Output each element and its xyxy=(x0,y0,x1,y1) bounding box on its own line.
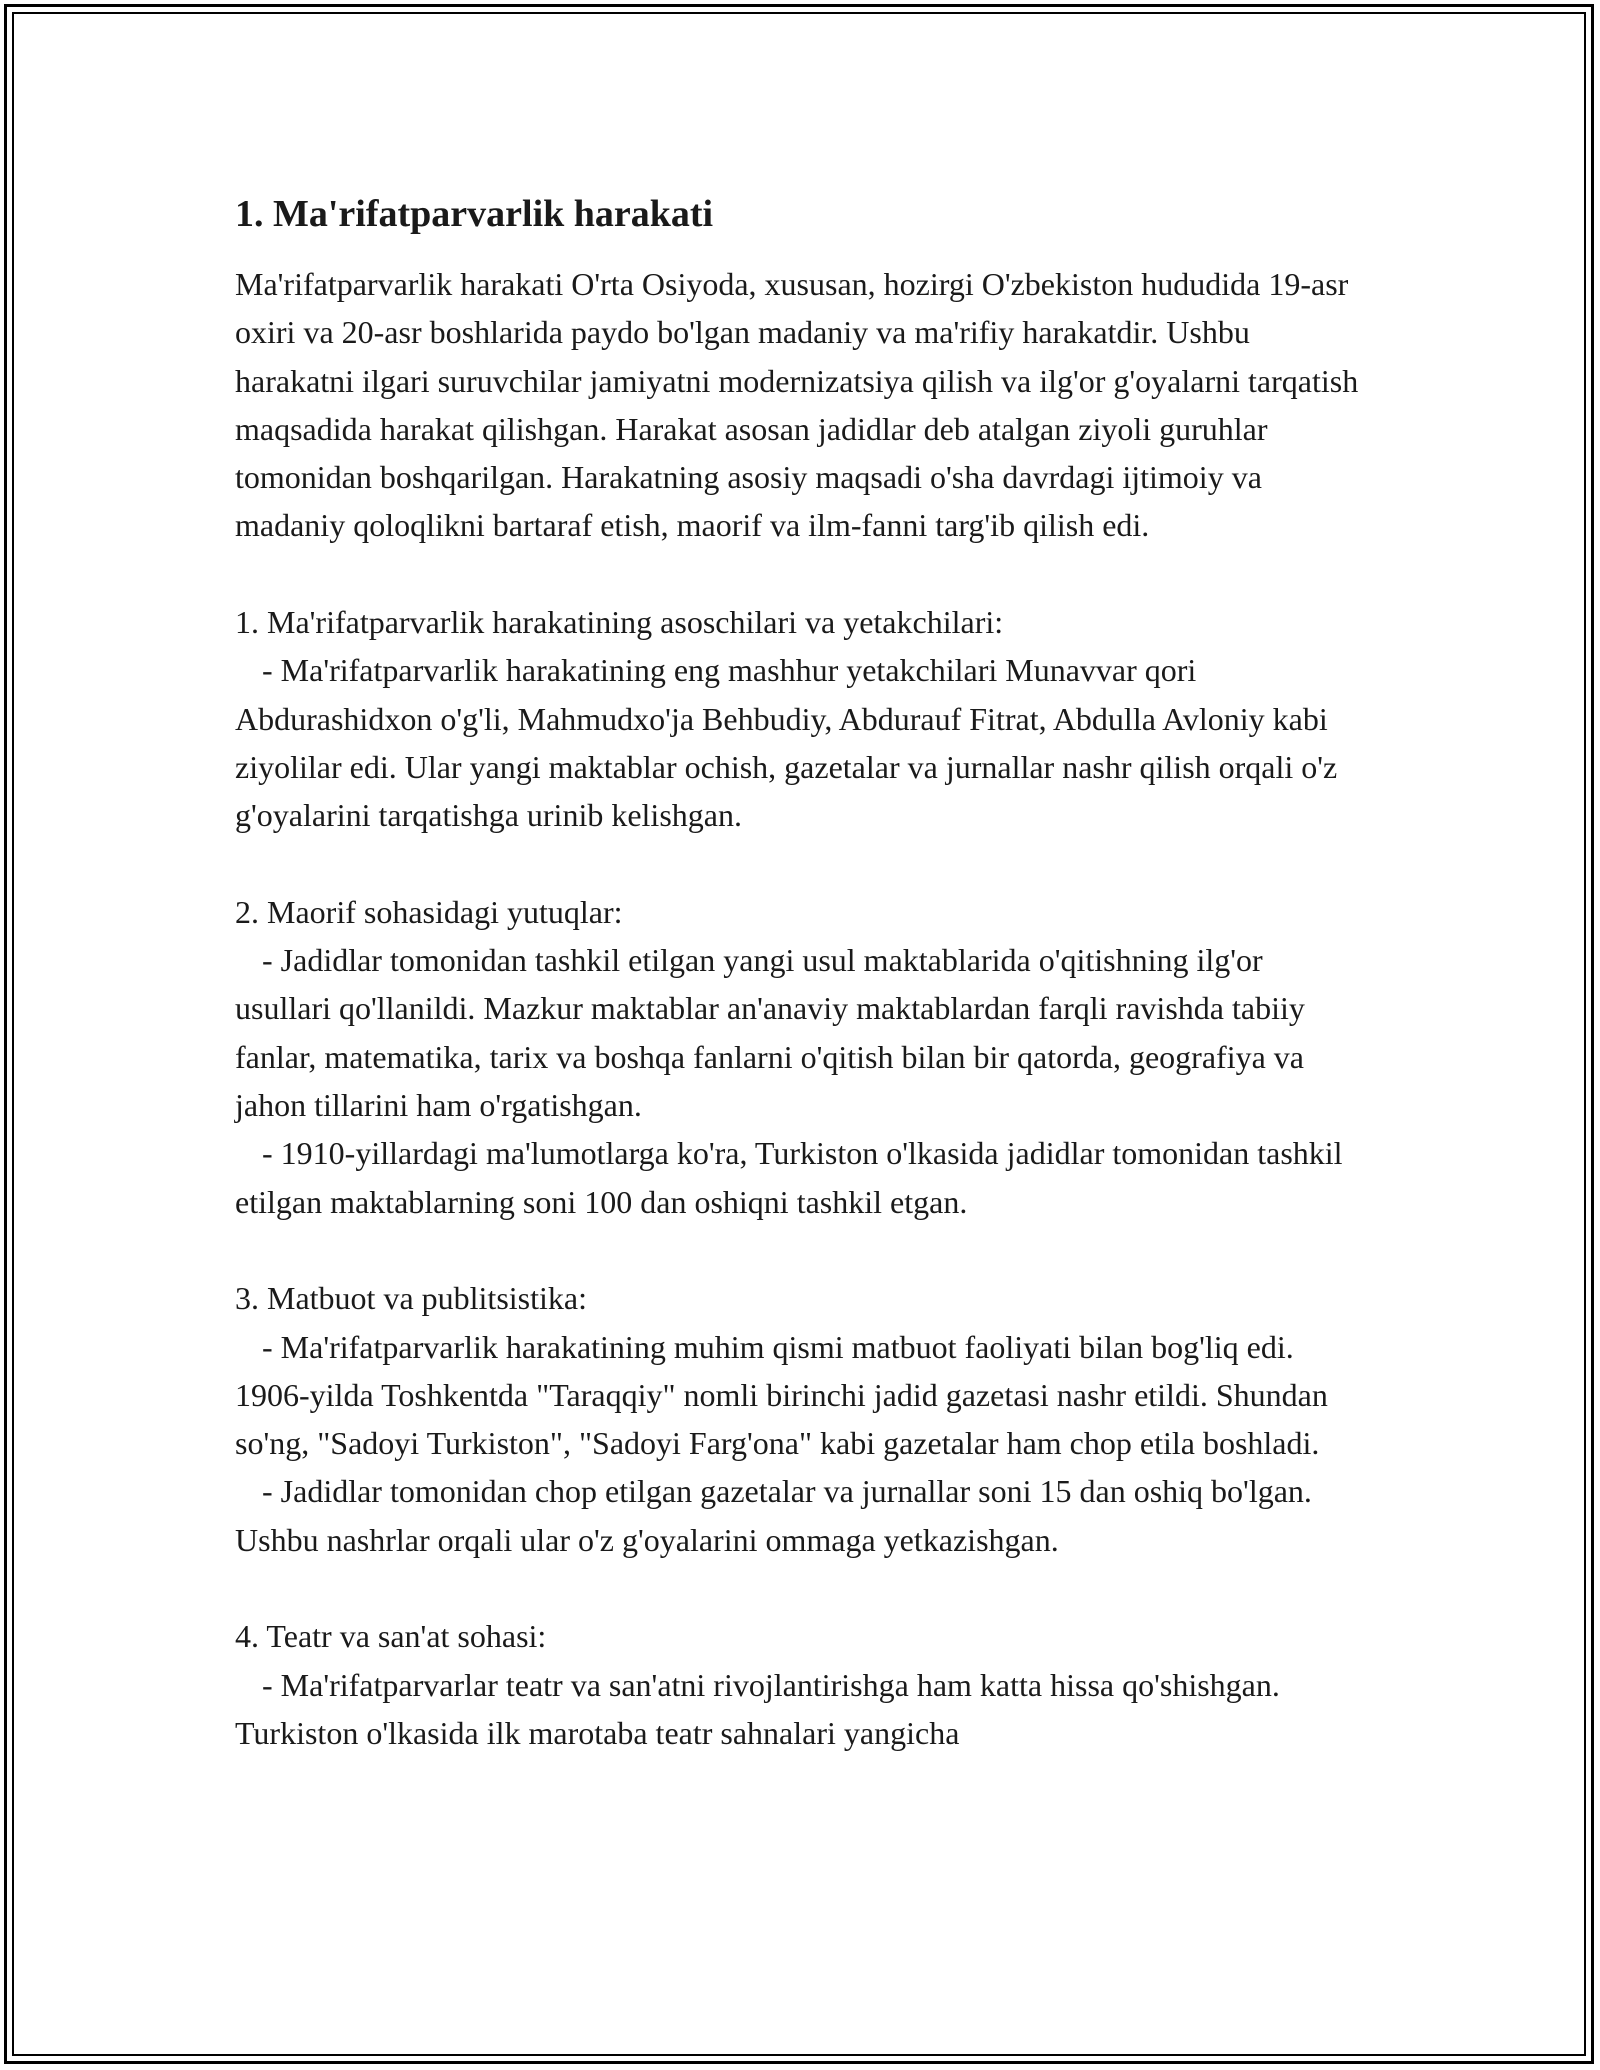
document-body xyxy=(235,186,1365,1757)
section-bullet: - Ma'rifatparvarlik harakatining eng mashhur yetakchilari Munavvar qori Abdurashidxon o'g'li, Mahmudxo'ja Behbudiy, Abdurauf Fitrat, Abdulla Avloniy kabi ziyolilar edi. Ular yangi maktablar ochish, gazetalar va jurnallar nashr qilish orqali o'z g'oyalarini tarqatishga urinib kelishgan. xyxy=(235,652,1338,834)
section-bullet: - Jadidlar tomonidan tashkil etilgan yangi usul maktablarida o'qitishning ilg'or usullari qo'llanildi. Mazkur maktablar an'anaviy maktablardan farqli ravishda tabiiy fanlar, matematika, tarix va boshqa fanlarni o'qitish bilan bir qatorda, geografiya va jahon tillarini ham o'rgatishgan. xyxy=(235,942,1305,1124)
spacer xyxy=(235,1564,1365,1612)
section-heading: 4. Teatr va san'at sohasi: xyxy=(235,1618,547,1655)
spacer xyxy=(235,550,1365,598)
intro-paragraph: Ma'rifatparvarlik harakati O'rta Osiyoda, xususan, hozirgi O'zbekiston hududida 19-asr oxiri va 20-asr boshlarida paydo bo'lgan madaniy va ma'rifiy harakatdir. Ushbu harakatni ilgari suruvchilar jamiyatni modernizatsiya qilish va ilg'or g'oyalarni tarqatish maqsadida harakat qilishgan. Harakat asosan jadidlar deb atalgan ziyoli guruhlar tomonidan boshqarilgan. Harakatning asosiy maqsadi o'sha davrdagi ijtimoiy va madaniy qoloqlikni bartaraf etish, maorif va ilm-fanni targ'ib qilish edi. xyxy=(235,266,1359,544)
section-theatre xyxy=(235,1612,1365,1757)
section-heading: 2. Maorif sohasidagi yutuqlar: xyxy=(235,893,623,930)
spacer xyxy=(235,840,1365,888)
section-heading: 1. Ma'rifatparvarlik harakatining asoschilari va yetakchilari: xyxy=(235,604,1004,641)
section-bullet: - Ma'rifatparvarlar teatr va san'atni rivojlantirishga ham katta hissa qo'shishgan. Turkiston o'lkasida ilk marotaba teatr sahnalari yangicha xyxy=(235,1666,1280,1751)
section-press xyxy=(235,1274,1365,1564)
section-education xyxy=(235,888,1365,1226)
document-title: 1. Ma'rifatparvarlik harakati xyxy=(235,193,714,235)
section-bullet: - 1910-yillardagi ma'lumotlarga ko'ra, Turkiston o'lkasida jadidlar tomonidan tashkil etilgan maktablarning soni 100 dan oshiqni tashkil etgan. xyxy=(235,1135,1343,1220)
section-heading: 3. Matbuot va publitsistika: xyxy=(235,1280,587,1317)
spacer xyxy=(235,1226,1365,1274)
section-founders xyxy=(235,598,1365,839)
section-bullet: - Jadidlar tomonidan chop etilgan gazetalar va jurnallar soni 15 dan oshiq bo'lgan. Ushbu nashrlar orqali ular o'z g'oyalarini ommaga yetkazishgan. xyxy=(235,1473,1312,1558)
section-bullet: - Ma'rifatparvarlik harakatining muhim qismi matbuot faoliyati bilan bog'liq edi. 1906-yilda Toshkentda "Taraqqiy" nomli birinchi jadid gazetasi nashr etildi. Shundan so'ng, "Sadoyi Turkiston", "Sadoyi Farg'ona" kabi gazetalar ham chop etila boshladi. xyxy=(235,1328,1328,1462)
